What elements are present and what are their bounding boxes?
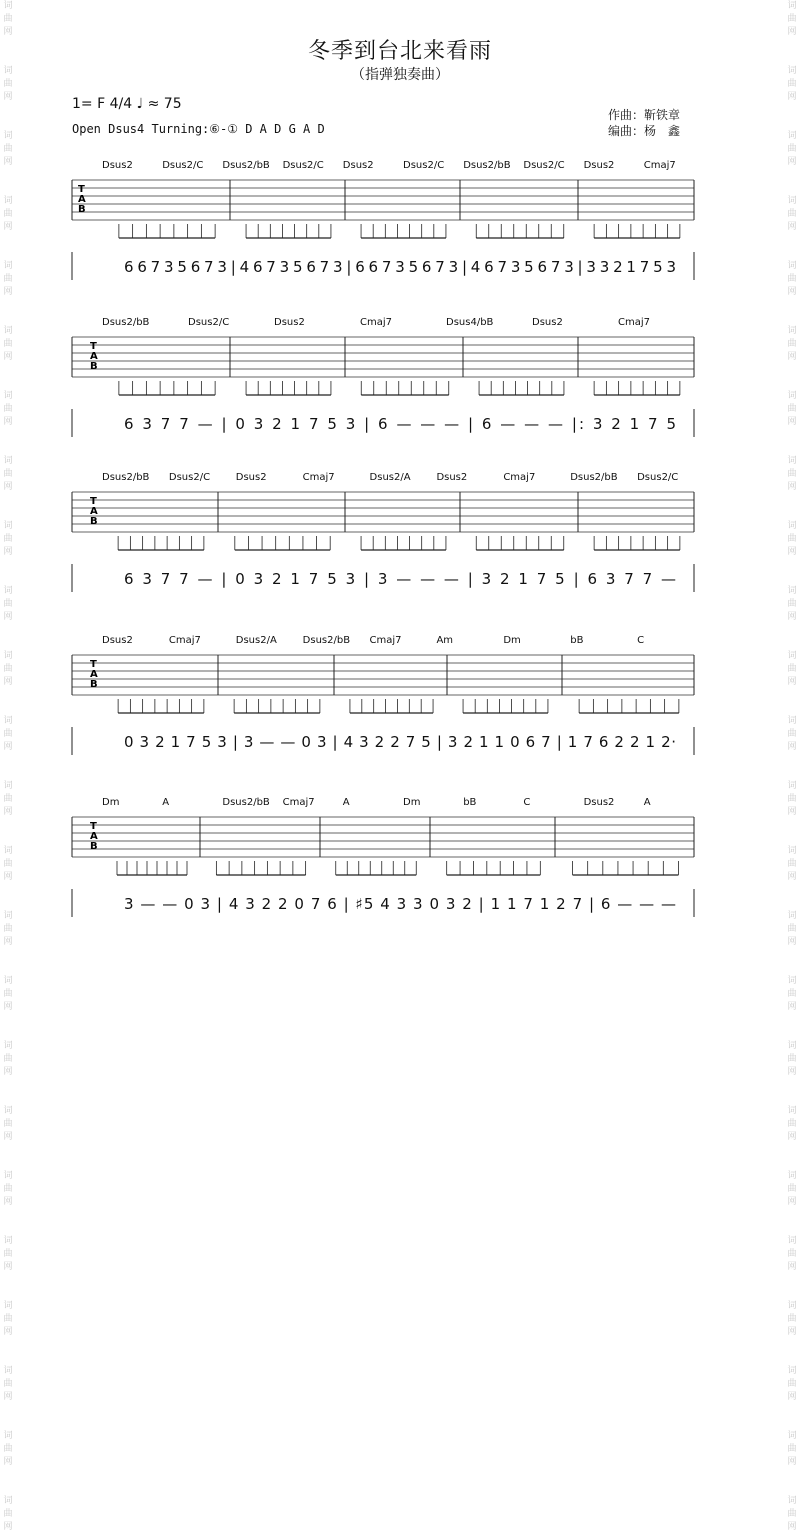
- tab-clef-letter: T: [90, 496, 97, 507]
- chord-name: Dsus2/bB: [222, 797, 270, 808]
- chord-name: bB: [570, 635, 584, 646]
- chord-name: Cmaj7: [168, 635, 201, 646]
- chord-name: Dsus2: [583, 797, 615, 808]
- tab-clef-letter: B: [78, 204, 86, 215]
- arranger-credit: 编曲：杨 鑫: [608, 124, 681, 138]
- tab-clef-letter: A: [90, 506, 98, 517]
- chord-name: Dsus2/bB: [570, 472, 618, 483]
- jianpu-notation: 6 6 7 3 5 6 7 3 | 4 6 7 3 5 6 7 3 | 6 6 7 3 5 6 7 3 | 4 6 7 3 5 6 7 3 | 3 3 2 1 7 5 3: [124, 258, 676, 276]
- jianpu-notation: 6 3 7 7 — | 0 3 2 1 7 5 3 | 6 — — — | 6 — — — |: 3 2 1 7 5: [124, 415, 676, 433]
- tab-clef-letter: T: [90, 659, 97, 670]
- tempo-line: 1= F 4/4 ♩ ≈ 75: [72, 96, 182, 112]
- tab-clef-letter: T: [78, 184, 85, 195]
- chord-name: Dsus2: [235, 472, 267, 483]
- chord-name: Cmaj7: [360, 317, 392, 328]
- chord-name: Cmaj7: [282, 797, 315, 808]
- chord-name: Cmaj7: [369, 635, 402, 646]
- chord-name: Dsus2: [342, 160, 374, 171]
- chord-name: Dsus2/bB: [463, 160, 511, 171]
- tab-clef-letter: T: [90, 341, 97, 352]
- tab-clef-letter: B: [90, 841, 98, 852]
- chord-name: Am: [436, 635, 454, 646]
- chord-name: Dsus2: [274, 317, 305, 328]
- chord-name: Dsus2/C: [523, 160, 565, 171]
- chord-name: bB: [463, 797, 477, 808]
- tab-clef-letter: B: [90, 361, 98, 372]
- chord-name: A: [342, 797, 350, 808]
- chord-name: Cmaj7: [643, 160, 676, 171]
- page-title: 冬季到台北来看雨: [307, 39, 492, 64]
- chord-name: Cmaj7: [503, 472, 536, 483]
- tab-clef-letter: A: [90, 669, 98, 680]
- tab-clef-letter: A: [78, 194, 86, 205]
- chord-name: Dsus4/bB: [446, 317, 494, 328]
- chord-name: Dsus2/C: [162, 160, 204, 171]
- chord-name: Dm: [102, 797, 120, 808]
- watermark-right: 词 曲 网 词 曲 网 词 曲 网 词 曲 网 词 曲 网 词 曲 网 词 曲 网 词 曲 网 词 曲 网 词 曲 网 词 曲 网 词 曲 网 词 曲 网 词 曲 网 词 曲 网 词 曲 网 词 曲 网 词 曲 网 词 曲 网 词 曲 网 词 曲 网 词 曲 网 词 曲 网 词 曲 网: [787, 1, 797, 1532]
- chord-name: Dsus2/bB: [102, 317, 150, 328]
- chord-name: Dm: [503, 635, 521, 646]
- watermark-left: 词 曲 网 词 曲 网 词 曲 网 词 曲 网 词 曲 网 词 曲 网 词 曲 网 词 曲 网 词 曲 网 词 曲 网 词 曲 网 词 曲 网 词 曲 网 词 曲 网 词 曲 网 词 曲 网 词 曲 网 词 曲 网 词 曲 网 词 曲 网 词 曲 网 词 曲 网 词 曲 网 词 曲 网: [3, 1, 13, 1532]
- chord-name: Dsus2/C: [403, 160, 445, 171]
- tab-clef-letter: A: [90, 351, 98, 362]
- tab-clef-letter: B: [90, 516, 98, 527]
- chord-name: A: [643, 797, 651, 808]
- chord-name: Dsus2/C: [168, 472, 211, 483]
- tuning-line: Open Dsus4 Turning:⑥-① D A D G A D: [72, 122, 325, 136]
- chord-name: Dsus2/C: [637, 472, 679, 483]
- jianpu-notation: 0 3 2 1 7 5 3 | 3 — — 0 3 | 4 3 2 2 7 5 | 3 2 1 1 0 6 7 | 1 7 6 2 2 1 2·: [124, 733, 676, 751]
- composer-credit: 作曲：靳铁章: [608, 108, 681, 122]
- chord-name: Dsus2/bB: [302, 635, 351, 646]
- page-subtitle: （指弹独奏曲）: [351, 67, 449, 83]
- chord-name: Dsus2/bB: [222, 160, 270, 171]
- chord-name: Dsus2: [583, 160, 615, 171]
- chord-name: Dsus2/C: [282, 160, 324, 171]
- jianpu-notation: 6 3 7 7 — | 0 3 2 1 7 5 3 | 3 — — — | 3 2 1 7 5 | 6 3 7 7 —: [124, 570, 676, 588]
- chord-name: Dm: [403, 797, 421, 808]
- tab-clef-letter: A: [90, 831, 98, 842]
- chord-name: Dsus2: [532, 317, 563, 328]
- chord-name: Dsus2: [102, 160, 133, 171]
- chord-name: Cmaj7: [618, 317, 650, 328]
- chord-name: Dsus2/bB: [102, 472, 150, 483]
- jianpu-notation: 3 — — 0 3 | 4 3 2 2 0 7 6 | ♯5 4 3 3 0 3 2 | 1 1 7 1 2 7 | 6 — — —: [124, 895, 676, 913]
- chord-name: Dsus2/A: [369, 472, 411, 483]
- chord-name: C: [637, 635, 645, 646]
- chord-name: Dsus2: [436, 472, 468, 483]
- chord-name: A: [162, 797, 170, 808]
- tab-clef-letter: B: [90, 679, 98, 690]
- chord-name: C: [523, 797, 531, 808]
- chord-name: Dsus2/C: [188, 317, 230, 328]
- chord-name: Dsus2/A: [235, 635, 277, 646]
- chord-name: Cmaj7: [302, 472, 335, 483]
- chord-name: Dsus2: [102, 635, 133, 646]
- tab-clef-letter: T: [90, 821, 97, 832]
